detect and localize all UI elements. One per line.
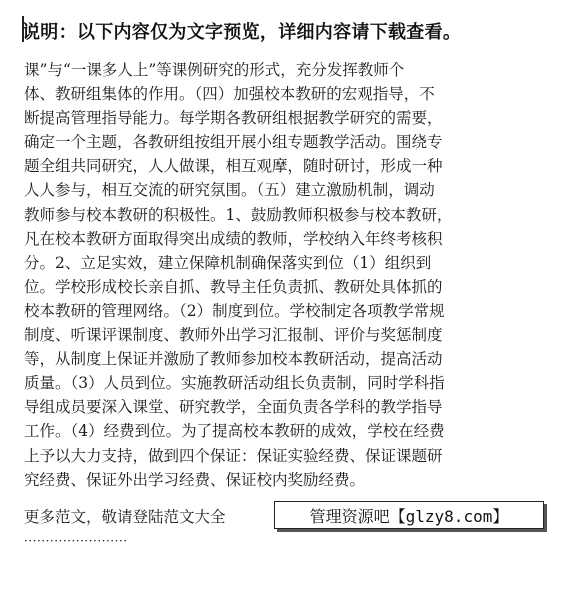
body-line: 工作。（4）经费到位。为了提高校本教研的成效，学校在经费 xyxy=(24,422,445,441)
body-line: 质量。（3）人员到位。实施教研活动组长负责制，同时学科指 xyxy=(24,374,445,393)
body-line: 分。2、立足实效，建立保障机制确保落实到位（1）组织到 xyxy=(24,253,432,272)
body-line: 上予以大力支持，做到四个保证：保证实验经费、保证课题研 xyxy=(24,446,443,465)
body-line: 制度、听课评课制度、教师外出学习汇报制、评价与奖惩制度 xyxy=(24,326,443,345)
body-line: 校本教研的管理网络。（2）制度到位。学校制定各项教学常规 xyxy=(24,301,445,320)
preview-notice: 说明：以下内容仅为文字预览，详细内容请下载查看。 xyxy=(22,22,462,43)
body-line: 人人参与，相互交流的研究氛围。（五）建立激励机制，调动 xyxy=(24,181,435,200)
body-line: 体、教研组集体的作用。（四）加强校本教研的宏观指导，不 xyxy=(24,85,435,104)
body-line: 教师参与校本教研的积极性。1、鼓励教师积极参与校本教研， xyxy=(24,205,453,224)
body-line: 究经费、保证外出学习经费、保证校内奖励经费。 xyxy=(24,470,366,489)
body-line: 确定一个主题，各教研组按组开展小组专题教学活动。围绕专 xyxy=(24,133,443,152)
body-line: 断提高管理指导能力。每学期各教研组根据教学研究的需要， xyxy=(24,109,443,128)
body-line: 凡在校本教研方面取得突出成绩的教师，学校纳入年终考核积 xyxy=(24,229,443,248)
body-line: 课”与“一课多人上”等课例研究的形式，充分发挥教师个 xyxy=(24,61,405,79)
body-line: 等，从制度上保证并激励了教师参加校本教研活动，提高活动 xyxy=(24,350,443,369)
site-watermark: 管理资源吧【glzy8.com】 xyxy=(274,501,544,529)
body-line: 导组成员要深入课堂、研究教学，全面负责各学科的教学指导 xyxy=(24,398,443,417)
body-line: 位。学校形成校长亲自抓、教导主任负责抓、教研处具体抓的 xyxy=(24,277,443,296)
dotted-separator: ························ xyxy=(24,534,128,548)
more-templates-text: 更多范文，敬请登陆范文大全 xyxy=(24,508,226,526)
body-line: 题全组共同研究，人人做课，相互观摩，随时研讨，形成一种 xyxy=(24,157,443,176)
document-body xyxy=(24,58,564,492)
